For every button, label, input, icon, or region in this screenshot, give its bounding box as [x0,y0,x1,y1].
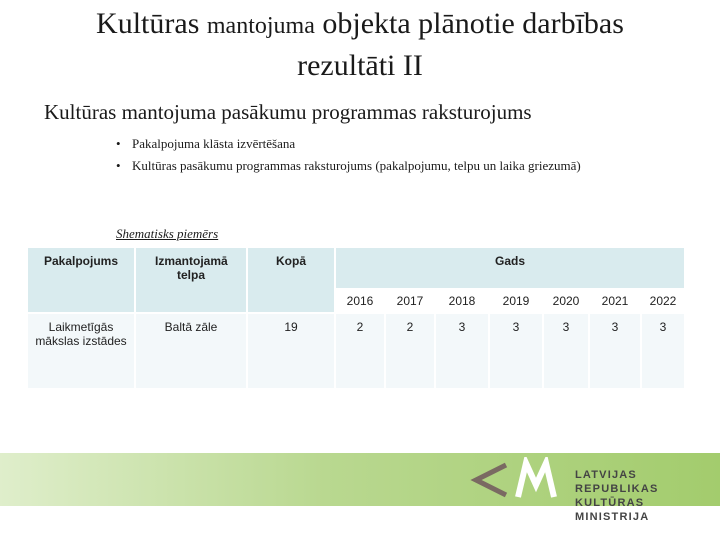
year-cell: 2021 [601,294,629,308]
row-value: 3 [544,314,588,388]
year-cell: 2016 [346,294,374,308]
year-cell: 2019 [502,294,530,308]
schedule-table [26,246,686,390]
header-service [28,248,134,312]
header-total-label: Kopā [276,254,306,268]
row-total: 19 [248,314,334,388]
bullet-text: Pakalpojuma klāsta izvērtēšana [132,136,296,151]
title-word-1: Kultūras [96,7,200,40]
row-value: 2 [386,314,434,388]
title-word-2: mantojuma [206,13,315,39]
row-room: Baltā zāle [136,314,246,388]
logo-line-2: KULTŪRAS MINISTRIJA [575,497,650,523]
header-room [136,248,246,312]
bullet-text: Kultūras pasākumu programmas raksturojums (pakalpojumu, telpu un laika griezumā) [132,158,581,173]
title-line-2: rezultāti II [297,49,423,82]
row-value: 3 [590,314,640,388]
ministry-logo-icon [470,457,570,503]
year-cell: 2017 [396,294,424,308]
row-service [28,314,134,388]
table-caption: Shematisks piemērs [116,226,219,241]
title-word-3: objekta plānotie darbības [322,7,624,40]
row-service-text: Laikmetīgās mākslas izstādes [35,320,127,348]
header-service-label: Pakalpojums [43,254,119,268]
title-line-1 [0,4,720,46]
row-value: 2 [336,314,384,388]
header-room-label: Izmantojamā telpa [155,254,228,282]
header-total [248,248,334,312]
row-value: 3 [642,314,684,388]
year-cell: 2020 [552,294,580,308]
ministry-logo-text [575,468,720,524]
table-row [28,314,684,388]
row-value: 3 [490,314,542,388]
header-year-label: Gads [494,254,525,268]
header-year [336,248,684,288]
bullet-list [116,133,581,177]
slide-subtitle: Kultūras mantojuma pasākumu programmas raksturojums [44,100,532,124]
year-cell: 2018 [448,294,476,308]
bullet-item [116,155,581,177]
bullet-item [116,133,581,155]
slide-title [0,4,720,86]
logo-line-1: LATVIJAS REPUBLIKAS [575,469,659,495]
row-value: 3 [436,314,488,388]
year-cell: 2022 [649,294,677,308]
